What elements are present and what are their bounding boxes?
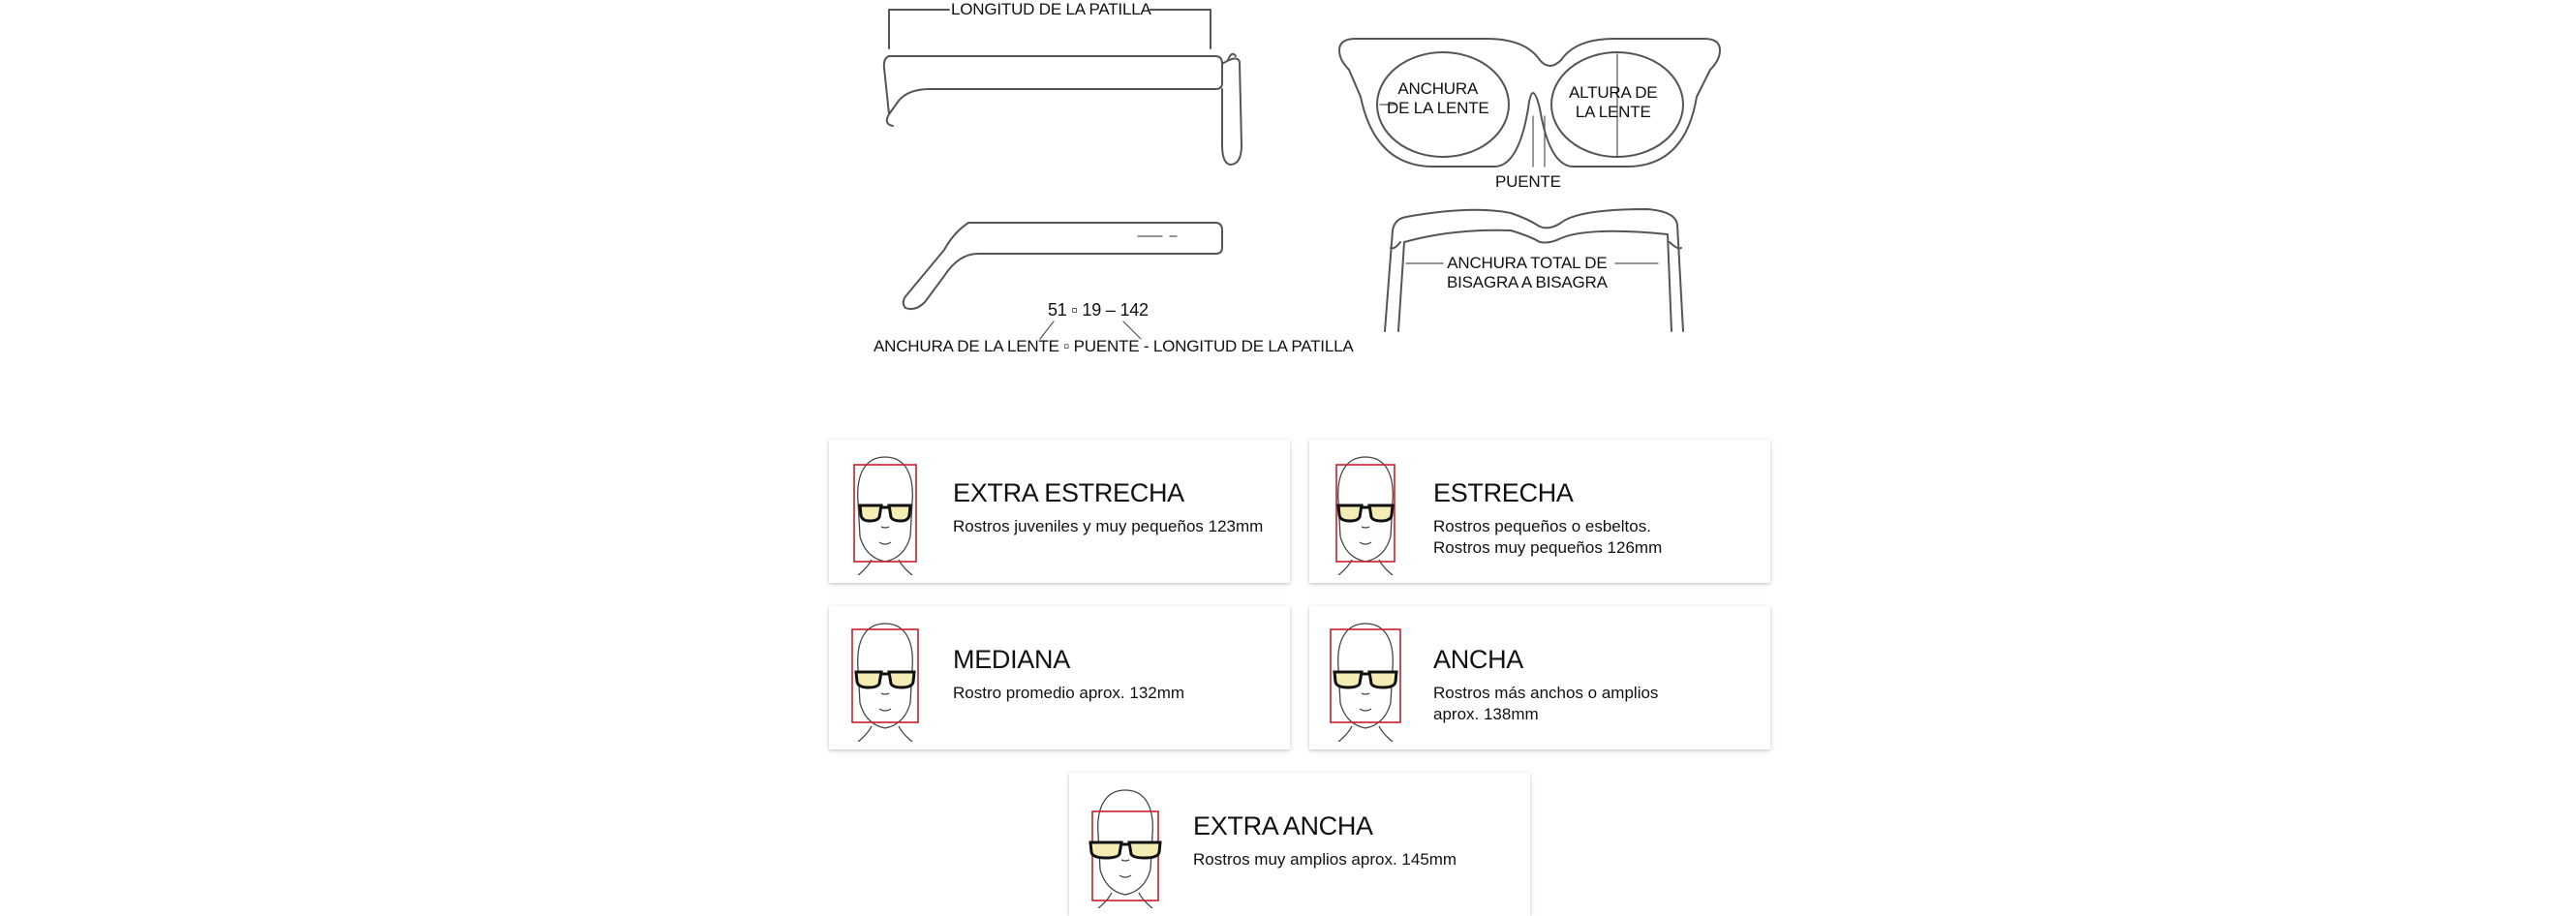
size-description: Rostros juveniles y muy pequeños 123mm [953,517,1264,535]
temple-length-label: LONGITUD DE LA PATILLA [951,0,1151,18]
size-code-label: 51 ▫ 19 – 142 [1048,300,1149,320]
face-with-glasses-icon [848,618,922,742]
size-description: Rostros muy amplios aprox. 145mm [1193,850,1457,869]
glasses-measurement-diagram [0,0,2576,387]
lens-width-label: ANCHURA DE LA LENTE [1387,79,1489,117]
size-card-extra-wide [1069,773,1530,916]
glasses-line-drawing [0,0,2576,387]
size-card-wide [1309,606,1770,749]
lens-height-label: ALTURA DE LA LENTE [1569,83,1658,121]
size-title: ANCHA [1433,645,1524,674]
temple-inner-view-icon [904,223,1222,339]
face-with-glasses-icon [848,451,922,575]
bridge-label: PUENTE [1495,172,1561,191]
size-description: Rostros más anchos o amplios aprox. 138mm [1433,684,1659,723]
temple-side-view-icon [884,10,1242,165]
size-description: Rostros pequeños o esbeltos. Rostros muy pequeños 126mm [1433,517,1663,557]
hinge-to-hinge-label: ANCHURA TOTAL DE BISAGRA A BISAGRA [1447,254,1608,291]
size-card-narrow [1309,440,1770,583]
size-card-medium [829,606,1290,749]
size-description: Rostro promedio aprox. 132mm [953,684,1185,702]
size-title: MEDIANA [953,645,1070,674]
face-with-glasses-icon [1089,784,1162,908]
face-with-glasses-icon [1329,618,1402,742]
size-title: EXTRA ESTRECHA [953,478,1184,507]
size-card-extra-narrow [829,440,1290,583]
size-title: EXTRA ANCHA [1193,811,1373,840]
size-title: ESTRECHA [1433,478,1574,507]
size-legend-label: ANCHURA DE LA LENTE ▫ PUENTE - LONGITUD DE LA PATILLA [874,337,1354,355]
face-with-glasses-icon [1329,451,1402,575]
